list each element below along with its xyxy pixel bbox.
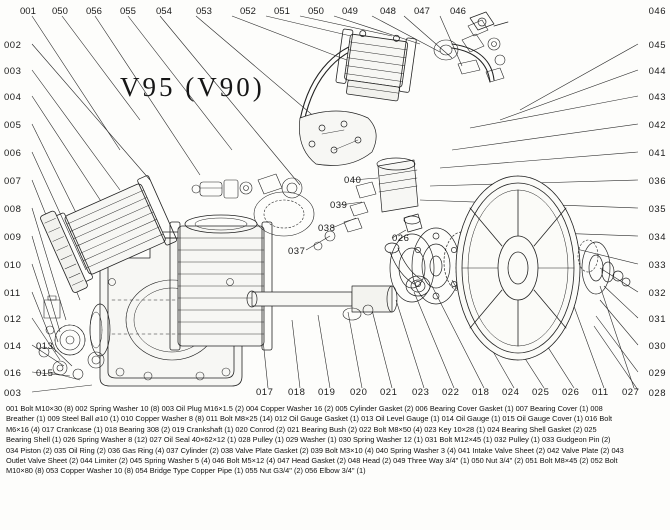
callout-left-013: 013 [36, 341, 54, 352]
callout-left-008: 008 [4, 204, 22, 215]
callout-bottom-023: 023 [412, 387, 430, 398]
callout-inline-040: 040 [344, 175, 362, 186]
callout-top-051b: 049 [342, 6, 358, 17]
callout-right-029: 029 [648, 368, 666, 379]
legend-line-5: 034 Piston (2) 035 Oil Ring (2) 036 Gas Ring (4) 037 Cylinder (2) 038 Valve Plate Gasket (2) 039 Bolt M3×10 (4) 040 Spring Washer 3 (4) 041 Intake Valve Sheet (2) 042 Valve Plate (2) 043 [6, 445, 624, 455]
callout-top-054: 054 [156, 6, 172, 17]
callout-top-001: 001 [20, 6, 36, 17]
callout-top-051a: 051 [274, 6, 290, 17]
callout-bottom-025: 025 [532, 387, 550, 398]
callout-bottom-017: 017 [256, 387, 274, 398]
callout-inline-026: 026 [392, 233, 410, 244]
callout-right-035: 035 [648, 204, 666, 215]
legend-line-3: M6×16 (4) 017 Crankcase (1) 018 Bearing 308 (2) 019 Crankshaft (1) 020 Conrod (2) 021 Bearing Bush (2) 022 Bolt M8×50 (4) 023 Key 10×28 (1) 024 Bearing Shell Gasket (2) 025 [6, 424, 597, 434]
callout-right-041: 041 [648, 148, 666, 159]
callout-bottom-021: 021 [380, 387, 398, 398]
callout-inline-037: 037 [288, 246, 306, 257]
callout-left-006: 006 [4, 148, 22, 159]
legend-line-4: Bearing Shell (1) 026 Spring Washer 8 (12) 027 Oil Seal 40×62×12 (1) 028 Pulley (1) 029 Washer (1) 030 Spring Washer 12 (1) 031 Bolt M12×45 (1) 032 Pulley (1) 033 Gudgeon Pin (2) [6, 435, 611, 445]
callout-bottom-011: 011 [592, 387, 609, 398]
callout-right-044: 044 [648, 66, 666, 77]
callout-right-046: 046 [648, 6, 666, 17]
callout-left-004: 004 [4, 92, 22, 103]
callout-right-043: 043 [648, 92, 666, 103]
callout-right-030: 030 [648, 341, 666, 352]
callout-bottom-026: 026 [562, 387, 580, 398]
callout-right-036: 036 [648, 176, 666, 187]
callout-bottom-024: 024 [502, 387, 520, 398]
callout-inline-039: 039 [330, 200, 348, 211]
callout-left-011: 011 [4, 288, 21, 299]
callout-top-049: 048 [380, 6, 396, 17]
callout-bottom-027: 027 [622, 387, 640, 398]
callout-left-007: 007 [4, 176, 22, 187]
callout-left-003b: 003 [4, 388, 22, 399]
legend-line-7: M10×80 (8) 053 Copper Washer 10 (8) 054 Bridge Type Copper Pipe (1) 055 Nut G3/4" (2) 056 Elbow 3/4" (1) [6, 466, 366, 476]
callout-top-056: 056 [86, 6, 102, 17]
callout-right-031: 031 [648, 314, 666, 325]
callout-top-047: 046 [450, 6, 466, 17]
callout-top-052: 052 [240, 6, 256, 17]
callout-left-015: 015 [36, 368, 54, 379]
legend-line-6: Outlet Valve Sheet (2) 044 Limiter (2) 045 Spring Washer 5 (4) 046 Bolt M5×12 (4) 047 Head Gasket (2) 048 Head (2) 049 Three Way 3/4" (1) 050 Nut 3/4" (2) 051 Bolt M8×45 (2) 052 Bolt [6, 456, 618, 466]
callout-bottom-019: 019 [318, 387, 336, 398]
parts-legend [6, 404, 666, 477]
callout-bottom-018: 018 [288, 387, 306, 398]
page-title: V95 (V90) [120, 72, 265, 102]
callout-left-014: 014 [4, 341, 22, 352]
callout-inline-038: 038 [318, 223, 336, 234]
callout-top-048: 047 [414, 6, 430, 17]
callout-right-045: 045 [648, 40, 666, 51]
callout-bottom-022: 022 [442, 387, 460, 398]
callout-left-009: 009 [4, 232, 22, 243]
callout-left-016: 016 [4, 368, 22, 379]
legend-line-2: Breather (1) 009 Steel Ball ⌀10 (1) 010 Copper Washer 8 (8) 011 Bolt M8×25 (14) 012 Oil Gauge Gasket (1) 013 Oil Level Gauge (1) 014 Oil Gauge (1) 015 Oil Gauge Cover (1) 016 Bolt [6, 414, 613, 424]
callout-right-032: 032 [648, 288, 666, 299]
callout-right-033: 033 [648, 260, 666, 271]
callout-right-042: 042 [648, 120, 666, 131]
callout-left-012: 012 [4, 314, 22, 325]
callout-left-010: 010 [4, 260, 22, 271]
callout-left-003: 003 [4, 66, 22, 77]
callout-bottom-020: 020 [350, 387, 368, 398]
callout-top-050b: 050 [308, 6, 324, 17]
callout-left-002: 002 [4, 40, 22, 51]
legend-line-1: 001 Bolt M10×30 (8) 002 Spring Washer 10 (8) 003 Oil Plug M16×1.5 (2) 004 Copper Washer 16 (2) 005 Cylinder Gasket (2) 006 Bearing Cover Gasket (1) 007 Bearing Cover (1) 008 [6, 404, 603, 413]
callout-right-034: 034 [648, 232, 666, 243]
callout-top-053: 053 [196, 6, 212, 17]
callout-bottom-018b: 018 [472, 387, 490, 398]
callout-top-055: 055 [120, 6, 136, 17]
callout-right-028: 028 [648, 388, 666, 399]
callout-top-050: 050 [52, 6, 68, 17]
callout-left-005: 005 [4, 120, 22, 131]
